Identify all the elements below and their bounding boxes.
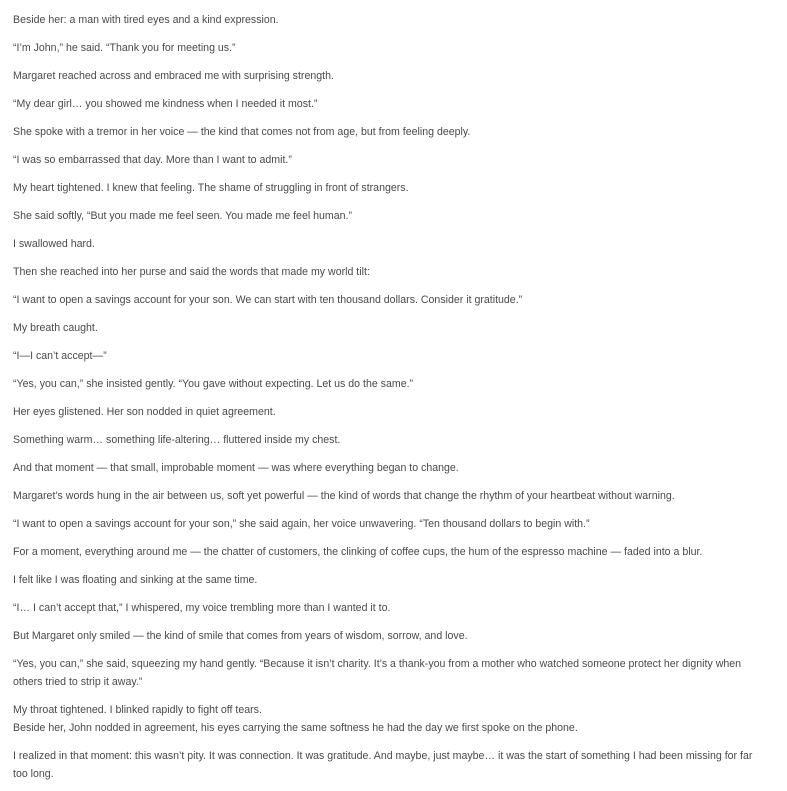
paragraph: “I’m John,” he said. “Thank you for meeting us.” — [13, 42, 236, 54]
paragraph: “My dear girl… you showed me kindness when I needed it most.” — [13, 98, 318, 110]
paragraph: My heart tightened. I knew that feeling. The shame of struggling in front of strangers. — [13, 182, 409, 194]
paragraph: “I want to open a savings account for your son,” she said again, her voice unwavering. “Ten thousand dollars to begin with.” — [13, 518, 590, 530]
paragraph: Margaret’s words hung in the air between us, soft yet powerful — the kind of words that change the rhythm of your heartbeat without warning. — [13, 490, 675, 502]
paragraph: I realized in that moment: this wasn’t pity. It was connection. It was gratitude. And maybe, just maybe… it was the start of something I had been missing for far too long. — [13, 750, 753, 780]
paragraph: For a moment, everything around me — the chatter of customers, the clinking of coffee cups, the hum of the espresso machine — faded into a blur. — [13, 546, 703, 558]
paragraph: And that moment — that small, improbable moment — was where everything began to change. — [13, 462, 459, 474]
paragraph: She spoke with a tremor in her voice — the kind that comes not from age, but from feeling deeply. — [13, 126, 471, 138]
paragraph: Then she reached into her purse and said the words that made my world tilt: — [13, 266, 370, 278]
paragraph: Beside her: a man with tired eyes and a kind expression. — [13, 14, 279, 26]
paragraph: I swallowed hard. — [13, 238, 95, 250]
paragraph: She said softly, “But you made me feel seen. You made me feel human.” — [13, 210, 352, 222]
paragraph: Margaret reached across and embraced me with surprising strength. — [13, 70, 334, 82]
paragraph: Something warm… something life-altering… fluttered inside my chest. — [13, 434, 341, 446]
paragraph: My breath caught. — [13, 322, 98, 334]
paragraph: I felt like I was floating and sinking at the same time. — [13, 574, 258, 586]
paragraph: My throat tightened. I blinked rapidly to fight off tears. — [13, 704, 262, 716]
paragraph: Her eyes glistened. Her son nodded in quiet agreement. — [13, 406, 276, 418]
paragraph: “I—I can’t accept—” — [13, 350, 107, 362]
paragraph: “I… I can’t accept that,” I whispered, my voice trembling more than I wanted it to. — [13, 602, 391, 614]
paragraph: But Margaret only smiled — the kind of smile that comes from years of wisdom, sorrow, and love. — [13, 630, 468, 642]
paragraph: “I was so embarrassed that day. More than I want to admit.” — [13, 154, 292, 166]
paragraph: “Yes, you can,” she insisted gently. “You gave without expecting. Let us do the same.” — [13, 378, 414, 390]
paragraph: “Yes, you can,” she said, squeezing my hand gently. “Because it isn’t charity. It’s a thank-you from a mother who watched someone protect her dignity when others tried to strip it away.” — [13, 658, 742, 688]
paragraph: Beside her, John nodded in agreement, his eyes carrying the same softness he had the day we first spoke on the phone. — [13, 722, 578, 734]
paragraph: “I want to open a savings account for your son. We can start with ten thousand dollars. Consider it gratitude.” — [13, 294, 523, 306]
